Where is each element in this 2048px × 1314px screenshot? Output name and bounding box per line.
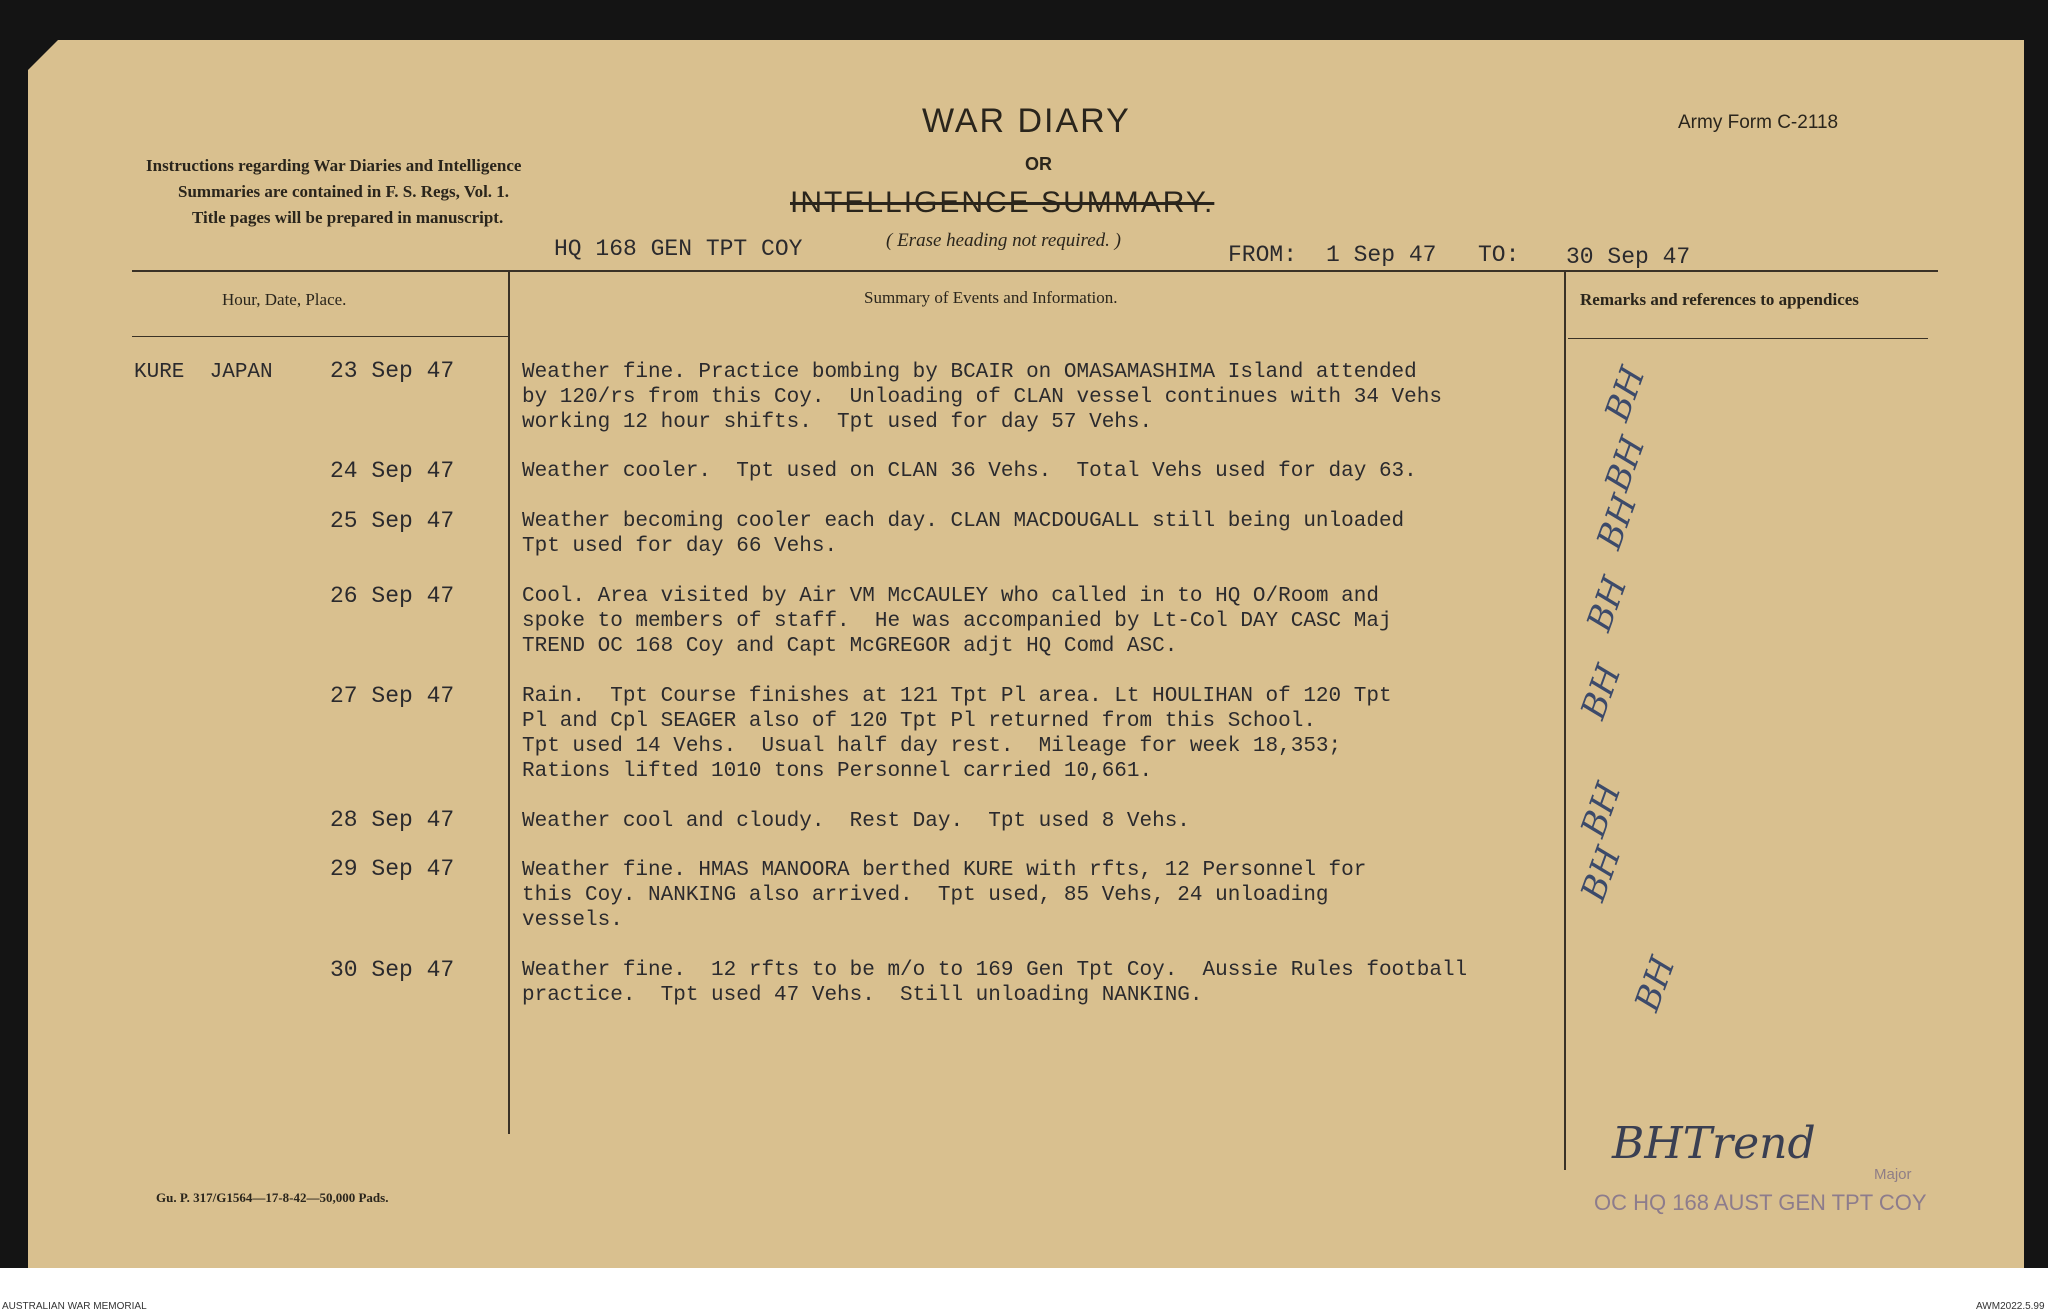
to-label: TO:	[1478, 242, 1520, 268]
initials: BH	[1573, 659, 1630, 725]
entry-text: Weather cool and cloudy. Rest Day. Tpt used 8 Vehs.	[522, 810, 1190, 833]
initials: BH	[1627, 951, 1684, 1017]
unit-name: HQ 168 GEN TPT COY	[554, 236, 803, 262]
archive-reference: AWM2022.5.99	[1976, 1301, 2045, 1312]
initials: BH	[1573, 777, 1630, 843]
column-heading-summary: Summary of Events and Information.	[864, 288, 1118, 307]
army-form-number: Army Form C-2118	[1678, 112, 1839, 133]
or-label: OR	[1025, 154, 1052, 174]
entry-date: 28 Sep 47	[330, 807, 455, 833]
instructions-line: Title pages will be prepared in manuscript.	[192, 208, 504, 227]
entry-date: 30 Sep 47	[330, 957, 455, 983]
entry-date: 26 Sep 47	[330, 583, 455, 609]
initials: BH	[1597, 431, 1654, 497]
commander-signature: BHTrend	[1612, 1118, 1816, 1169]
initials: BH	[1573, 841, 1630, 907]
struck-heading: INTELLIGENCE SUMMARY.	[790, 186, 1215, 219]
entry-date: 24 Sep 47	[330, 458, 455, 484]
header-rule	[132, 336, 508, 337]
entry-date: 27 Sep 47	[330, 683, 455, 709]
entry-date: 23 Sep 47	[330, 358, 455, 384]
entry-text: Rain. Tpt Course finishes at 121 Tpt Pl area. Lt HOULIHAN of 120 Tpt Pl and Cpl SEAGER also of 120 Tpt Pl returned from this School. Tpt used 14 Vehs. Usual half day rest. Mileage for week 18,353; Rations lifted 1010 tons Personnel carried 10,661.	[522, 685, 1392, 783]
from-date: 1 Sep 47	[1326, 242, 1437, 268]
table-top-rule	[132, 270, 1938, 272]
initials: BH	[1579, 571, 1636, 637]
unit-stamp: OC HQ 168 AUST GEN TPT COY	[1594, 1190, 1927, 1215]
entry-text: Weather becoming cooler each day. CLAN MACDOUGALL still being unloaded Tpt used for day 66 Vehs.	[522, 510, 1405, 558]
entry-text: Weather fine. Practice bombing by BCAIR on OMASAMASHIMA Island attended by 120/rs from this Coy. Unloading of CLAN vessel continues with 34 Vehs working 12 hour shifts. Tpt used for day 57 Vehs.	[522, 361, 1442, 434]
instructions-line: Summaries are contained in F. S. Regs, Vol. 1.	[178, 182, 510, 201]
entry-date: 29 Sep 47	[330, 856, 455, 882]
erase-note: ( Erase heading not required. )	[886, 230, 1121, 251]
to-date: 30 Sep 47	[1566, 244, 1691, 270]
header-rule	[1568, 338, 1928, 339]
print-line: Gu. P. 317/G1564—17-8-42—50,000 Pads.	[156, 1190, 389, 1205]
instructions-line: Instructions regarding War Diaries and Intelligence	[146, 156, 522, 175]
initials: BH	[1589, 489, 1646, 555]
stamp-rank: Major	[1874, 1166, 1912, 1183]
column-divider	[508, 270, 510, 1134]
column-heading-place: Hour, Date, Place.	[222, 290, 347, 309]
entry-text: Weather cooler. Tpt used on CLAN 36 Vehs. Total Vehs used for day 63.	[522, 460, 1417, 483]
diary-title: WAR DIARY	[922, 102, 1131, 140]
archive-footer	[0, 1268, 2048, 1314]
from-label: FROM:	[1228, 242, 1298, 268]
place: KURE JAPAN	[134, 361, 273, 384]
archive-credit: AUSTRALIAN WAR MEMORIAL	[2, 1301, 147, 1312]
entry-text: Weather fine. HMAS MANOORA berthed KURE with rfts, 12 Personnel for this Coy. NANKING also arrived. Tpt used, 85 Vehs, 24 unloading vessels.	[522, 859, 1367, 932]
initials: BH	[1597, 361, 1654, 427]
column-heading-remarks: Remarks and references to appendices	[1580, 290, 1859, 309]
entry-text: Cool. Area visited by Air VM McCAULEY who called in to HQ O/Room and spoke to members of staff. He was accompanied by Lt-Col DAY CASC Maj TREND OC 168 Coy and Capt McGREGOR adjt HQ Comd ASC.	[522, 585, 1392, 658]
entry-date: 25 Sep 47	[330, 508, 455, 534]
entry-text: Weather fine. 12 rfts to be m/o to 169 Gen Tpt Coy. Aussie Rules football practice. Tpt used 47 Vehs. Still unloading NANKING.	[522, 959, 1468, 1007]
